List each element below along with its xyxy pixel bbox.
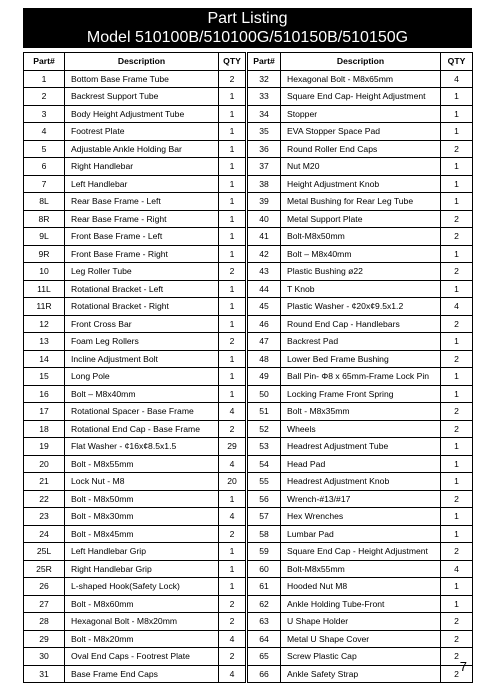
table-row <box>248 158 473 176</box>
table-row <box>24 455 246 473</box>
description-cell: Rotational End Cap - Base Frame <box>65 420 219 438</box>
part-number-cell: 35 <box>248 123 281 141</box>
table-row <box>248 473 473 491</box>
quantity-cell: 2 <box>219 420 246 438</box>
table-row <box>248 420 473 438</box>
description-cell: Metal Bushing for Rear Leg Tube <box>281 193 441 211</box>
quantity-cell: 1 <box>219 350 246 368</box>
part-number-cell: 33 <box>248 88 281 106</box>
part-number-cell: 7 <box>24 175 65 193</box>
part-number-cell: 48 <box>248 350 281 368</box>
description-cell: Metal Support Plate <box>281 210 441 228</box>
part-number-cell: 3 <box>24 105 65 123</box>
table-row <box>248 298 473 316</box>
table-row <box>248 123 473 141</box>
table-row <box>248 245 473 263</box>
description-cell: Rear Base Frame - Right <box>65 210 219 228</box>
table-row <box>24 333 246 351</box>
part-number-cell: 32 <box>248 70 281 88</box>
description-cell: Head Pad <box>281 455 441 473</box>
description-cell: Adjustable Ankle Holding Bar <box>65 140 219 158</box>
part-number-cell: 16 <box>24 385 65 403</box>
part-number-cell: 4 <box>24 123 65 141</box>
description-cell: Body Height Adjustment Tube <box>65 105 219 123</box>
table-row <box>248 210 473 228</box>
part-number-cell: 36 <box>248 140 281 158</box>
quantity-cell: 2 <box>441 403 473 421</box>
part-number-cell: 64 <box>248 630 281 648</box>
description-cell: Metal U Shape Cover <box>281 630 441 648</box>
quantity-cell: 2 <box>441 630 473 648</box>
column-header-description: Description <box>65 53 219 71</box>
column-header-qty: QTY <box>219 53 246 71</box>
column-header-part: Part# <box>24 53 65 71</box>
part-number-cell: 55 <box>248 473 281 491</box>
table-row <box>248 630 473 648</box>
description-cell: T Knob <box>281 280 441 298</box>
table-row <box>24 508 246 526</box>
quantity-cell: 1 <box>219 210 246 228</box>
description-cell: Flat Washer - ¢16x¢8.5x1.5 <box>65 438 219 456</box>
table-row <box>248 315 473 333</box>
table-row <box>24 525 246 543</box>
quantity-cell: 4 <box>441 298 473 316</box>
description-cell: Bolt-M8x50mm <box>281 228 441 246</box>
description-cell: Left Handlebar <box>65 175 219 193</box>
description-cell: Nut M20 <box>281 158 441 176</box>
part-number-cell: 23 <box>24 508 65 526</box>
table-row <box>24 263 246 281</box>
part-number-cell: 2 <box>24 88 65 106</box>
quantity-cell: 1 <box>219 88 246 106</box>
table-row <box>248 193 473 211</box>
table-row <box>24 298 246 316</box>
description-cell: Stopper <box>281 105 441 123</box>
table-row <box>248 508 473 526</box>
description-cell: Bolt - M8x55mm <box>65 455 219 473</box>
part-number-cell: 9L <box>24 228 65 246</box>
quantity-cell: 1 <box>441 245 473 263</box>
part-number-cell: 22 <box>24 490 65 508</box>
description-cell: Headrest Adjustment Knob <box>281 473 441 491</box>
table-row <box>24 105 246 123</box>
page-number: 7 <box>459 659 467 674</box>
quantity-cell: 4 <box>441 70 473 88</box>
table-row <box>24 70 246 88</box>
table-row <box>24 648 246 666</box>
table-row <box>24 613 246 631</box>
table-row <box>248 490 473 508</box>
quantity-cell: 1 <box>219 578 246 596</box>
table-row <box>248 140 473 158</box>
quantity-cell: 1 <box>441 595 473 613</box>
description-cell: Bolt-M8x55mm <box>281 560 441 578</box>
description-cell: Right Handlebar <box>65 158 219 176</box>
quantity-cell: 2 <box>441 140 473 158</box>
quantity-cell: 1 <box>219 193 246 211</box>
quantity-cell: 1 <box>219 315 246 333</box>
description-cell: Ankle Safety Strap <box>281 665 441 683</box>
part-number-cell: 50 <box>248 385 281 403</box>
description-cell: Hex Wrenches <box>281 508 441 526</box>
quantity-cell: 1 <box>219 298 246 316</box>
title-banner <box>23 8 472 48</box>
description-cell: Square End Cap- Height Adjustment <box>281 88 441 106</box>
part-number-cell: 27 <box>24 595 65 613</box>
table-header-row <box>24 53 246 71</box>
quantity-cell: 1 <box>219 140 246 158</box>
quantity-cell: 1 <box>219 228 246 246</box>
quantity-cell: 1 <box>441 385 473 403</box>
quantity-cell: 2 <box>441 315 473 333</box>
part-number-cell: 63 <box>248 613 281 631</box>
table-row <box>248 613 473 631</box>
description-cell: Oval End Caps - Footrest Plate <box>65 648 219 666</box>
quantity-cell: 1 <box>441 175 473 193</box>
part-number-cell: 38 <box>248 175 281 193</box>
part-number-cell: 21 <box>24 473 65 491</box>
part-number-cell: 61 <box>248 578 281 596</box>
description-cell: Rotational Bracket - Left <box>65 280 219 298</box>
quantity-cell: 2 <box>441 490 473 508</box>
part-number-cell: 10 <box>24 263 65 281</box>
quantity-cell: 1 <box>441 105 473 123</box>
table-row <box>24 543 246 561</box>
table-row <box>248 455 473 473</box>
quantity-cell: 2 <box>441 210 473 228</box>
table-row <box>24 140 246 158</box>
quantity-cell: 2 <box>219 648 246 666</box>
part-number-cell: 53 <box>248 438 281 456</box>
description-cell: Foam Leg Rollers <box>65 333 219 351</box>
description-cell: EVA Stopper Space Pad <box>281 123 441 141</box>
part-number-cell: 18 <box>24 420 65 438</box>
part-number-cell: 46 <box>248 315 281 333</box>
table-row <box>248 70 473 88</box>
table-row <box>248 385 473 403</box>
description-cell: Right Handlebar Grip <box>65 560 219 578</box>
quantity-cell: 2 <box>219 70 246 88</box>
quantity-cell: 1 <box>441 578 473 596</box>
column-header-part: Part# <box>248 53 281 71</box>
quantity-cell: 1 <box>219 245 246 263</box>
part-number-cell: 41 <box>248 228 281 246</box>
description-cell: Incline Adjustment Bolt <box>65 350 219 368</box>
description-cell: Screw Plastic Cap <box>281 648 441 666</box>
parts-table-right <box>247 52 473 683</box>
description-cell: Bolt - M8x45mm <box>65 525 219 543</box>
description-cell: Ankle Holding Tube-Front <box>281 595 441 613</box>
table-row <box>248 578 473 596</box>
description-cell: Front Base Frame - Left <box>65 228 219 246</box>
quantity-cell: 1 <box>219 158 246 176</box>
quantity-cell: 1 <box>441 368 473 386</box>
part-number-cell: 52 <box>248 420 281 438</box>
part-number-cell: 44 <box>248 280 281 298</box>
description-cell: Front Cross Bar <box>65 315 219 333</box>
part-number-cell: 19 <box>24 438 65 456</box>
part-number-cell: 56 <box>248 490 281 508</box>
description-cell: Round End Cap - Handlebars <box>281 315 441 333</box>
table-row <box>24 665 246 683</box>
model-subtitle: Model 510100B/510100G/510150B/510150G <box>86 29 409 46</box>
description-cell: Bolt - M8x60mm <box>65 595 219 613</box>
part-number-cell: 57 <box>248 508 281 526</box>
quantity-cell: 20 <box>219 473 246 491</box>
description-cell: Locking Frame Front Spring <box>281 385 441 403</box>
part-number-cell: 29 <box>24 630 65 648</box>
description-cell: Bolt - M8x20mm <box>65 630 219 648</box>
description-cell: Bolt – M8x40mm <box>281 245 441 263</box>
part-number-cell: 54 <box>248 455 281 473</box>
quantity-cell: 2 <box>441 648 473 666</box>
table-row <box>248 175 473 193</box>
table-row <box>248 648 473 666</box>
quantity-cell: 1 <box>219 385 246 403</box>
quantity-cell: 1 <box>219 368 246 386</box>
part-number-cell: 43 <box>248 263 281 281</box>
description-cell: Hexagonal Bolt - M8x20mm <box>65 613 219 631</box>
table-row <box>248 263 473 281</box>
column-header-description: Description <box>281 53 441 71</box>
part-number-cell: 20 <box>24 455 65 473</box>
part-number-cell: 6 <box>24 158 65 176</box>
table-row <box>24 158 246 176</box>
description-cell: Rotational Bracket - Right <box>65 298 219 316</box>
table-row <box>248 595 473 613</box>
part-number-cell: 30 <box>24 648 65 666</box>
quantity-cell: 1 <box>219 543 246 561</box>
table-row <box>24 210 246 228</box>
quantity-cell: 2 <box>219 613 246 631</box>
table-row <box>248 368 473 386</box>
part-number-cell: 5 <box>24 140 65 158</box>
quantity-cell: 1 <box>441 158 473 176</box>
table-row <box>24 420 246 438</box>
quantity-cell: 4 <box>219 403 246 421</box>
table-row <box>248 228 473 246</box>
part-number-cell: 31 <box>24 665 65 683</box>
quantity-cell: 1 <box>441 438 473 456</box>
table-row <box>248 525 473 543</box>
part-number-cell: 13 <box>24 333 65 351</box>
quantity-cell: 2 <box>219 595 246 613</box>
table-row <box>248 280 473 298</box>
table-row <box>24 175 246 193</box>
description-cell: Ball Pin- Φ8 x 65mm-Frame Lock Pin <box>281 368 441 386</box>
part-number-cell: 28 <box>24 613 65 631</box>
part-number-cell: 51 <box>248 403 281 421</box>
part-number-cell: 8R <box>24 210 65 228</box>
quantity-cell: 2 <box>219 525 246 543</box>
quantity-cell: 2 <box>441 350 473 368</box>
description-cell: L-shaped Hook(Safety Lock) <box>65 578 219 596</box>
part-number-cell: 11L <box>24 280 65 298</box>
quantity-cell: 2 <box>441 263 473 281</box>
quantity-cell: 4 <box>219 508 246 526</box>
part-number-cell: 8L <box>24 193 65 211</box>
quantity-cell: 1 <box>441 473 473 491</box>
part-number-cell: 49 <box>248 368 281 386</box>
part-number-cell: 39 <box>248 193 281 211</box>
table-row <box>248 333 473 351</box>
table-header-row <box>248 53 473 71</box>
quantity-cell: 1 <box>219 175 246 193</box>
description-cell: Round Roller End Caps <box>281 140 441 158</box>
description-cell: Left Handlebar Grip <box>65 543 219 561</box>
table-row <box>24 385 246 403</box>
table-row <box>24 473 246 491</box>
part-number-cell: 62 <box>248 595 281 613</box>
part-number-cell: 25L <box>24 543 65 561</box>
part-number-cell: 58 <box>248 525 281 543</box>
table-row <box>24 228 246 246</box>
table-row <box>24 560 246 578</box>
part-number-cell: 12 <box>24 315 65 333</box>
table-row <box>248 105 473 123</box>
quantity-cell: 2 <box>219 333 246 351</box>
quantity-cell: 2 <box>441 228 473 246</box>
part-number-cell: 26 <box>24 578 65 596</box>
table-row <box>24 368 246 386</box>
description-cell: Plastic Washer - ¢20x¢9.5x1.2 <box>281 298 441 316</box>
table-row <box>24 315 246 333</box>
table-row <box>24 88 246 106</box>
part-number-cell: 15 <box>24 368 65 386</box>
part-number-cell: 66 <box>248 665 281 683</box>
part-number-cell: 24 <box>24 525 65 543</box>
part-number-cell: 37 <box>248 158 281 176</box>
quantity-cell: 2 <box>441 613 473 631</box>
table-row <box>24 403 246 421</box>
description-cell: Bolt - M8x35mm <box>281 403 441 421</box>
part-number-cell: 17 <box>24 403 65 421</box>
quantity-cell: 4 <box>219 630 246 648</box>
part-number-cell: 47 <box>248 333 281 351</box>
description-cell: Footrest Plate <box>65 123 219 141</box>
table-row <box>248 543 473 561</box>
part-number-cell: 34 <box>248 105 281 123</box>
quantity-cell: 1 <box>441 123 473 141</box>
part-number-cell: 14 <box>24 350 65 368</box>
part-number-cell: 59 <box>248 543 281 561</box>
part-number-cell: 60 <box>248 560 281 578</box>
description-cell: Bottom Base Frame Tube <box>65 70 219 88</box>
quantity-cell: 1 <box>219 123 246 141</box>
quantity-cell: 2 <box>441 420 473 438</box>
quantity-cell: 4 <box>219 455 246 473</box>
description-cell: Plastic Bushing ø22 <box>281 263 441 281</box>
table-row <box>248 350 473 368</box>
description-cell: Height Adjustment Knob <box>281 175 441 193</box>
part-number-cell: 25R <box>24 560 65 578</box>
part-number-cell: 9R <box>24 245 65 263</box>
description-cell: Bolt - M8x50mm <box>65 490 219 508</box>
quantity-cell: 29 <box>219 438 246 456</box>
quantity-cell: 1 <box>441 333 473 351</box>
table-row <box>248 403 473 421</box>
description-cell: Lock Nut - M8 <box>65 473 219 491</box>
quantity-cell: 4 <box>219 665 246 683</box>
table-row <box>24 490 246 508</box>
description-cell: Headrest Adjustment Tube <box>281 438 441 456</box>
description-cell: Backrest Support Tube <box>65 88 219 106</box>
description-cell: Bolt – M8x40mm <box>65 385 219 403</box>
description-cell: Wheels <box>281 420 441 438</box>
description-cell: Leg Roller Tube <box>65 263 219 281</box>
description-cell: Long Pole <box>65 368 219 386</box>
quantity-cell: 1 <box>441 280 473 298</box>
description-cell: Rear Base Frame - Left <box>65 193 219 211</box>
table-row <box>24 350 246 368</box>
part-number-cell: 1 <box>24 70 65 88</box>
table-row <box>248 665 473 683</box>
quantity-cell: 1 <box>219 560 246 578</box>
quantity-cell: 1 <box>219 105 246 123</box>
quantity-cell: 2 <box>219 263 246 281</box>
part-number-cell: 42 <box>248 245 281 263</box>
table-row <box>24 123 246 141</box>
quantity-cell: 1 <box>441 508 473 526</box>
description-cell: Base Frame End Caps <box>65 665 219 683</box>
description-cell: Rotational Spacer - Base Frame <box>65 403 219 421</box>
quantity-cell: 4 <box>441 560 473 578</box>
table-row <box>24 193 246 211</box>
quantity-cell: 1 <box>219 490 246 508</box>
description-cell: Hooded Nut M8 <box>281 578 441 596</box>
table-row <box>248 88 473 106</box>
quantity-cell: 1 <box>441 88 473 106</box>
quantity-cell: 1 <box>441 455 473 473</box>
table-row <box>24 630 246 648</box>
table-row <box>24 245 246 263</box>
part-number-cell: 40 <box>248 210 281 228</box>
quantity-cell: 1 <box>441 193 473 211</box>
table-row <box>24 280 246 298</box>
description-cell: Bolt - M8x30mm <box>65 508 219 526</box>
description-cell: Wrench-#13/#17 <box>281 490 441 508</box>
part-number-cell: 65 <box>248 648 281 666</box>
quantity-cell: 1 <box>219 280 246 298</box>
parts-table-left <box>23 52 246 683</box>
table-row <box>248 560 473 578</box>
page-title: Part Listing <box>207 10 288 27</box>
quantity-cell: 1 <box>441 525 473 543</box>
table-row <box>24 438 246 456</box>
description-cell: Backrest Pad <box>281 333 441 351</box>
column-header-qty: QTY <box>441 53 473 71</box>
part-number-cell: 45 <box>248 298 281 316</box>
quantity-cell: 2 <box>441 665 473 683</box>
table-row <box>24 595 246 613</box>
description-cell: Lumbar Pad <box>281 525 441 543</box>
description-cell: U Shape Holder <box>281 613 441 631</box>
table-row <box>24 578 246 596</box>
description-cell: Hexagonal Bolt - M8x65mm <box>281 70 441 88</box>
description-cell: Lower Bed Frame Bushing <box>281 350 441 368</box>
description-cell: Front Base Frame - Right <box>65 245 219 263</box>
quantity-cell: 2 <box>441 543 473 561</box>
description-cell: Square End Cap - Height Adjustment <box>281 543 441 561</box>
part-number-cell: 11R <box>24 298 65 316</box>
table-row <box>248 438 473 456</box>
